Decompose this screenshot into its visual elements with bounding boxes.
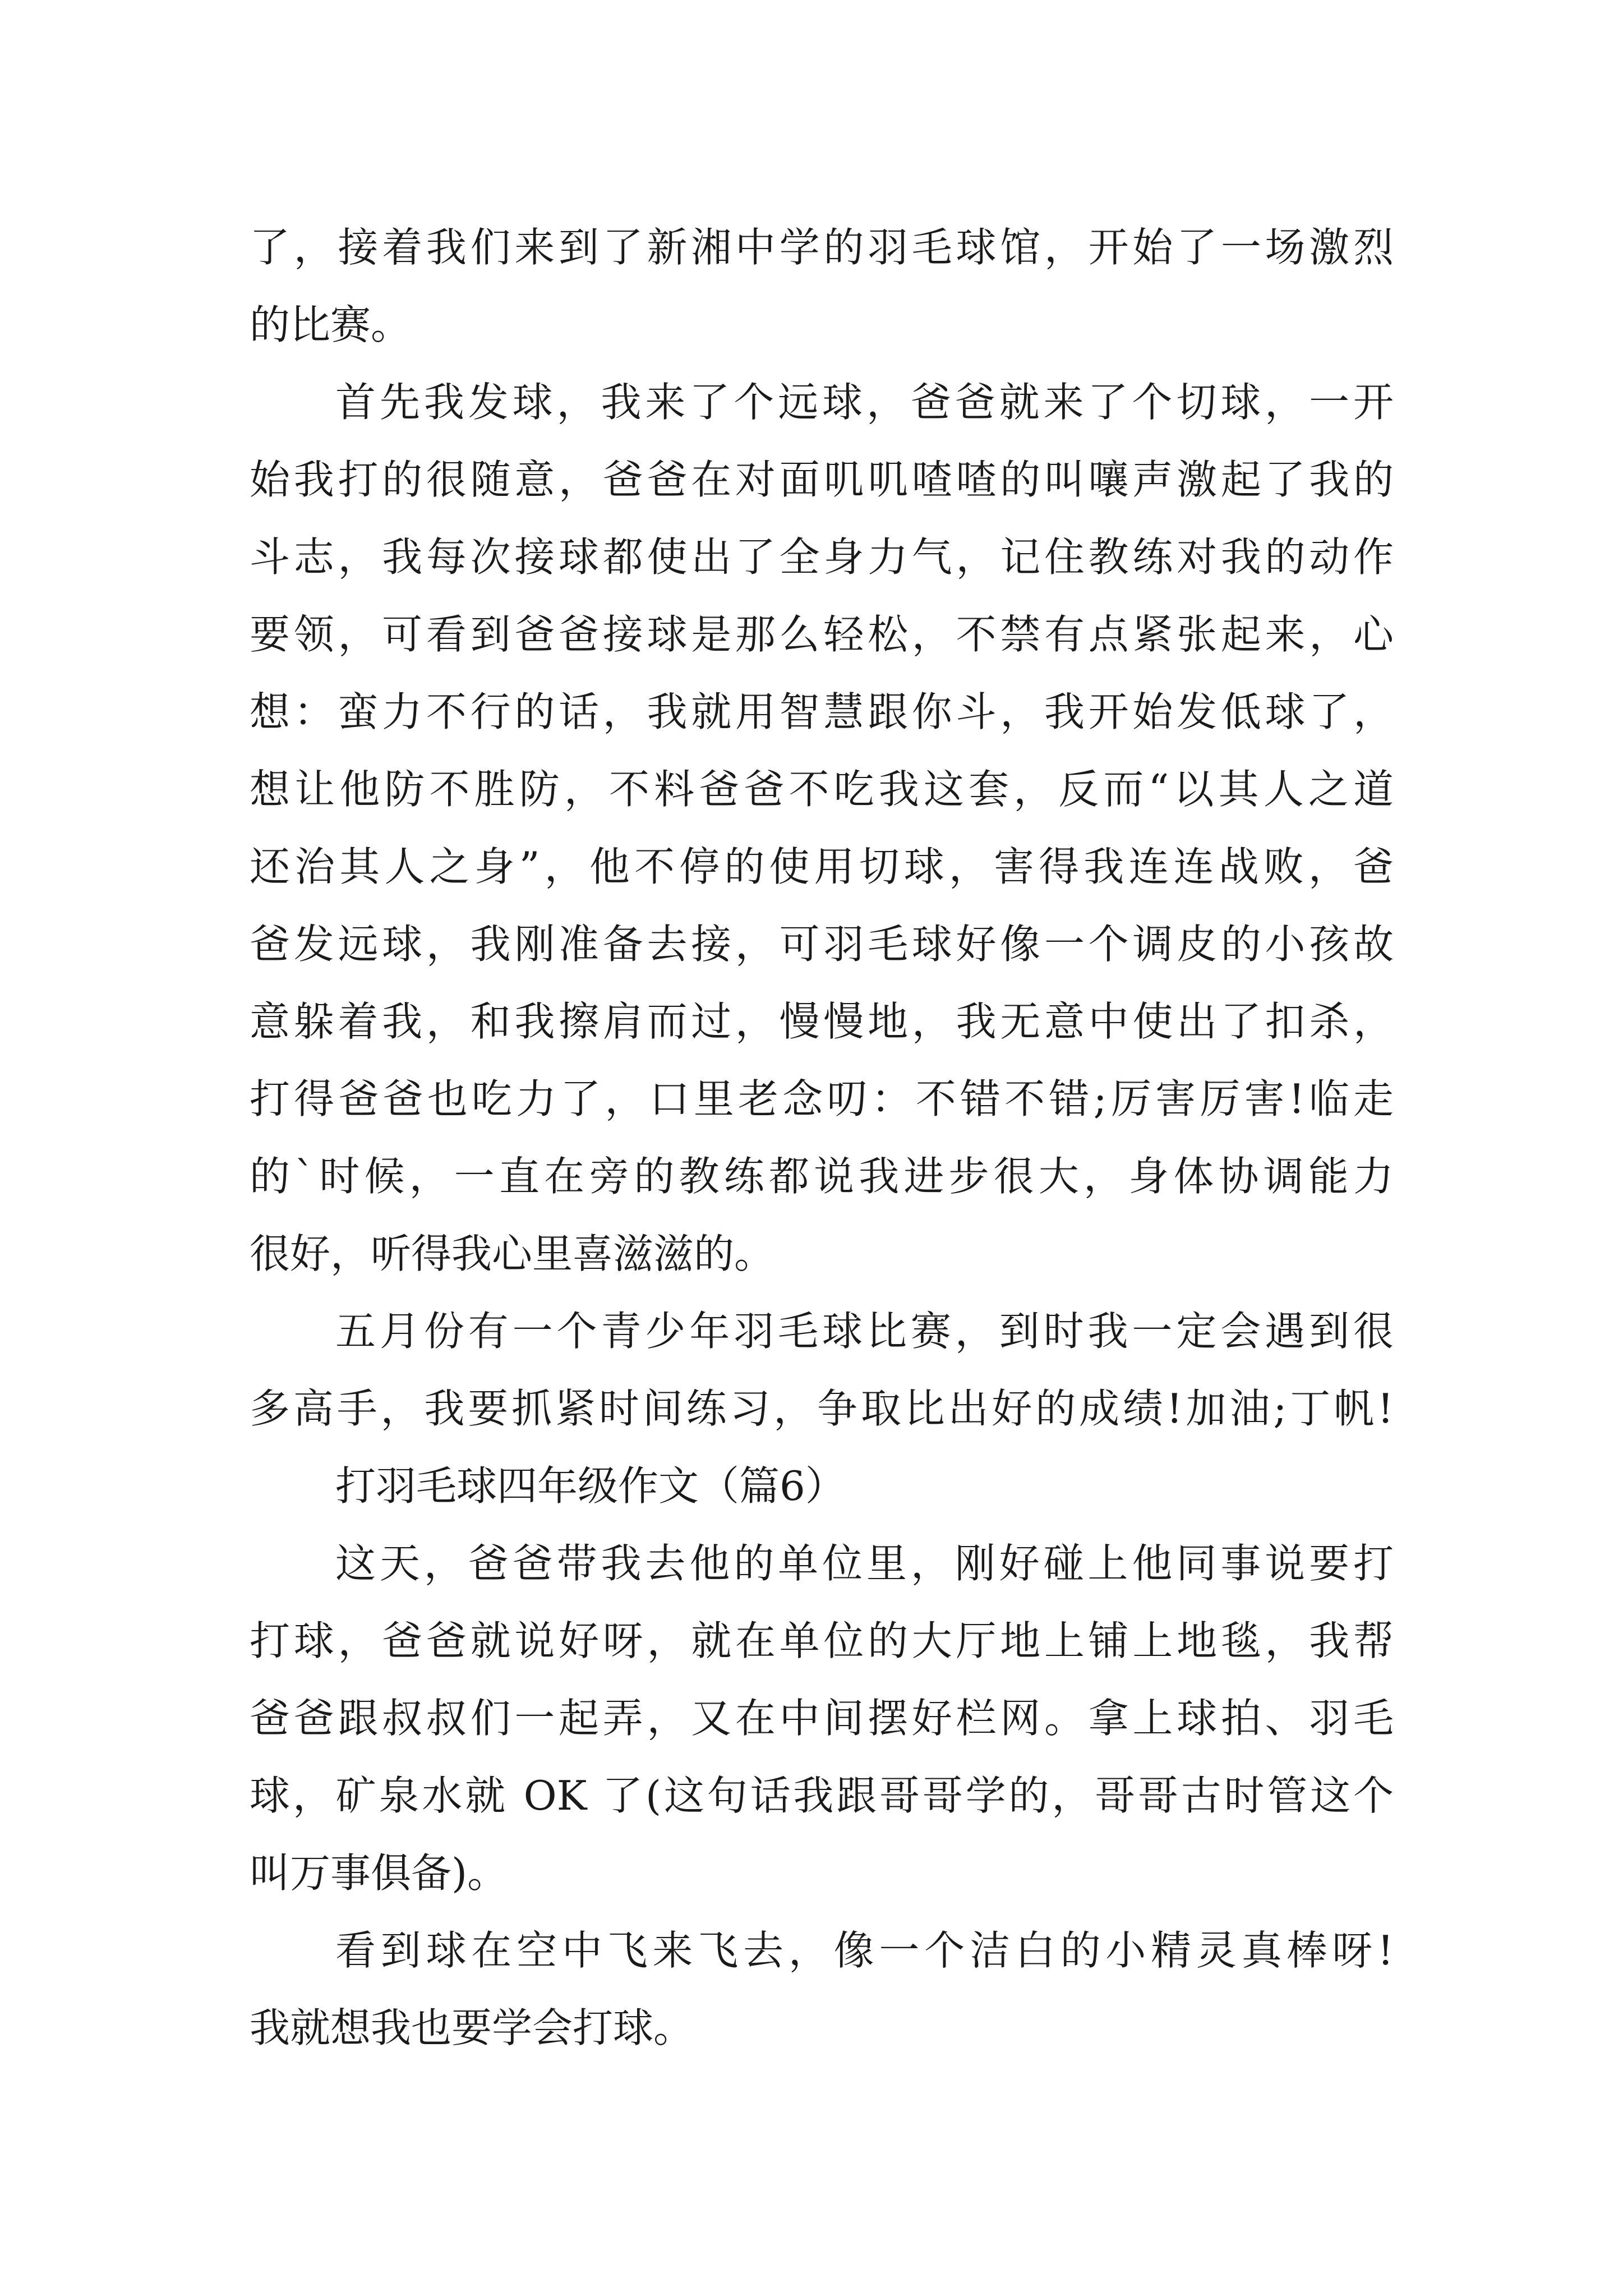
text-line: 球，矿泉水就 OK 了(这句话我跟哥哥学的，哥哥古时管这个 [250, 1772, 1394, 1819]
text-line: 想：蛮力不行的话，我就用智慧跟你斗，我开始发低球了， [250, 688, 1394, 735]
text-line: 意躲着我，和我擦肩而过，慢慢地，我无意中使出了扣杀， [250, 998, 1394, 1045]
text-line: 很好，听得我心里喜滋滋的。 [250, 1230, 775, 1277]
text-line: 想让他防不胜防，不料爸爸不吃我这套，反而“以其人之道 [250, 766, 1394, 813]
text-line: 还治其人之身”，他不停的使用切球，害得我连连战败，爸 [250, 843, 1394, 890]
text-line: 叫万事俱备)。 [250, 1849, 508, 1897]
text-line: 的`时候，一直在旁的教练都说我进步很大，身体协调能力 [250, 1153, 1394, 1200]
text-line: 要领，可看到爸爸接球是那么轻松，不禁有点紧张起来，心 [250, 611, 1394, 658]
text-line: 的比赛。 [250, 301, 412, 348]
body-text [250, 209, 1394, 2067]
text-line: 打球，爸爸就说好呀，就在单位的大厅地上铺上地毯，我帮 [250, 1617, 1394, 1664]
text-line: 爸爸跟叔叔们一起弄，又在中间摆好栏网。拿上球拍、羽毛 [250, 1695, 1394, 1742]
text-line: 了，接着我们来到了新湘中学的羽毛球馆，开始了一场激烈 [250, 224, 1394, 271]
text-line: 始我打的很随意，爸爸在对面叽叽喳喳的叫嚷声激起了我的 [250, 456, 1394, 503]
text-line: 多高手，我要抓紧时间练习，争取比出好的成绩!加油;丁帆! [250, 1385, 1394, 1432]
text-line: 爸发远球，我刚准备去接，可羽毛球好像一个调皮的小孩故 [250, 921, 1394, 968]
section-heading: 打羽毛球四年级作文（篇6） [335, 1462, 846, 1510]
paragraph-start-line: 这天，爸爸带我去他的单位里，刚好碰上他同事说要打 [335, 1540, 1394, 1587]
paragraph-start-line: 看到球在空中飞来飞去，像一个洁白的小精灵真棒呀! [335, 1927, 1394, 1974]
text-line: 我就想我也要学会打球。 [250, 2004, 694, 2051]
text-line: 斗志，我每次接球都使出了全身力气，记住教练对我的动作 [250, 533, 1394, 581]
paragraph-start-line: 五月份有一个青少年羽毛球比赛，到时我一定会遇到很 [335, 1308, 1394, 1355]
paragraph-start-line: 首先我发球，我来了个远球，爸爸就来了个切球，一开 [335, 379, 1394, 426]
text-line: 打得爸爸也吃力了，口里老念叨：不错不错;厉害厉害!临走 [250, 1075, 1394, 1122]
